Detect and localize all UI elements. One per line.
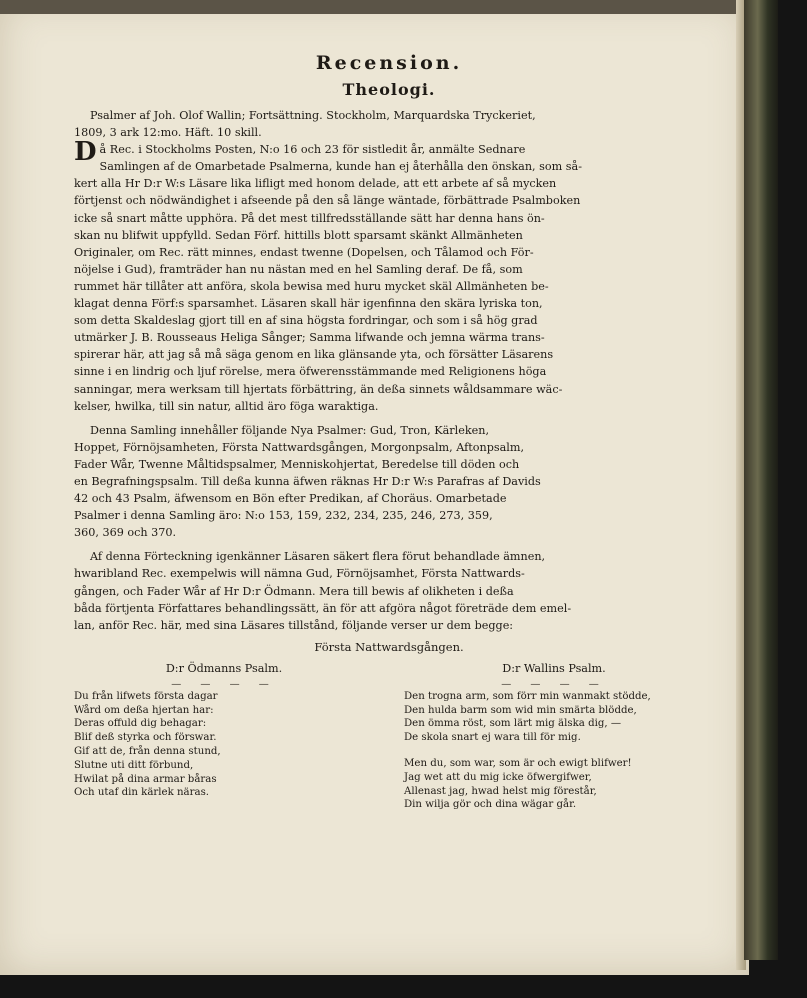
paragraph-comparison <box>74 548 704 633</box>
left-psalm-column <box>74 662 374 812</box>
verse-line: Gif att de, från denna stund, <box>74 746 221 757</box>
paragraph-line: 360, 369 och 370. <box>74 526 177 540</box>
poem-title: Första Nattwardsgången. <box>314 639 464 654</box>
paragraph-review <box>74 137 704 415</box>
section-heading: Theologi. <box>342 80 436 99</box>
verse-line: Den ömma röst, som lärt mig älska dig, — <box>404 718 622 730</box>
verse-line: Den trogna arm, som förr min wanmakt stödde, <box>404 690 651 702</box>
paragraph-line: sanningar, mera werksam till hjertats förbättring, än deßa sinnets wåldsammare wäc- <box>74 382 563 396</box>
paragraph-line: Hoppet, Förnöjsamheten, Första Nattwardsgången, Morgonpsalm, Aftonpsalm, <box>74 440 525 454</box>
intro-line: Psalmer af Joh. Olof Wallin; Fortsättning. Stockholm, Marquardska Tryckeriet, <box>90 109 536 122</box>
paragraph-line: båda förtjenta Författares behandlingssätt, än för att afgöra något företräde dem emel- <box>74 601 572 615</box>
paragraph-line: kert alla Hr D:r W:s Läsare lika lifligt med honom delade, att ett arbete af så mycken <box>74 177 557 191</box>
verse-line: Du från lifwets första dagar <box>74 690 218 702</box>
paragraph-line: en Begrafningspsalm. Till deßa kunna äfwen räknas Hr D:r W:s Parafras af Davids <box>74 474 541 488</box>
book-cover-edge <box>744 0 778 960</box>
verse-line: Och utaf din kärlek näras. <box>74 787 210 799</box>
verse-line: Blif deß styrka och förswar. <box>74 732 217 744</box>
intro-citation <box>74 107 704 141</box>
paragraph-line: sinne i en lindrig och ljuf rörelse, mera öfwerensstämmande med Religionens höga <box>74 365 547 379</box>
paragraph-line: rummet här tillåter att anföra, skola bewisa med huru mycket skäl Allmänheten be- <box>74 279 549 293</box>
intro-line: 1809, 3 ark 12:mo. Häft. 10 skill. <box>74 126 262 140</box>
left-column-heading: D:r Ödmanns Psalm. <box>165 661 283 675</box>
paragraph-line: lan, anför Rec. här, med sina Läsares tillstånd, följande verser ur dem begge: <box>74 618 514 632</box>
page-text-block <box>74 46 704 812</box>
paragraph-line: klagat denna Förf:s sparsamhet. Läsaren skall här igenfinna den skära lyriska ton, <box>74 297 543 311</box>
verse-line: Men du, som war, som är och ewigt blifwer! <box>404 758 632 769</box>
paragraph-line: Denna Samling innehåller följande Nya Psalmer: Gud, Tron, Kärleken, <box>90 423 490 437</box>
paragraph-line: utmärker J. B. Rousseaus Heliga Sånger; Samma lifwande och jemna wärma trans- <box>74 331 545 345</box>
verse-line: Den hulda barm som wid min smärta blödde, <box>404 704 637 716</box>
paragraph-line: 42 och 43 Psalm, äfwensom en Bön efter Predikan, af Choräus. Omarbetade <box>74 492 507 506</box>
verse-line: Slutne uti ditt förbund, <box>74 759 194 771</box>
separator: — — — — <box>171 678 277 690</box>
right-column-heading: D:r Wallins Psalm. <box>502 661 606 675</box>
verse-line: Allenast jag, hwad helst mig förestår, <box>404 785 597 797</box>
psalm-comparison-columns <box>74 662 704 812</box>
paragraph-line: som detta Skaldeslag gjort till en af sina högsta fordringar, och som i så hög grad <box>74 314 538 328</box>
verse-line: Hwilat på dina armar båras <box>74 773 217 785</box>
page-title: Recension. <box>315 52 463 74</box>
verse-line: Jag wet att du mig icke öfwergifwer, <box>404 771 592 783</box>
paragraph-line: icke så snart måtte upphöra. På det mest tillfredsställande sätt har denna hans ön- <box>74 211 545 225</box>
paragraph-line: nöjelse i Gud), framträder han nu nästan med en hel Samling deraf. De få, som <box>74 262 523 276</box>
paragraph-line: kelser, hwilka, till sin natur, alltid äro föga waraktiga. <box>74 399 379 413</box>
paragraph-line: spirerar här, att jag så må säga genom en lika glänsande yta, och försätter Läsarens <box>74 348 554 362</box>
paragraph-line: å Rec. i Stockholms Posten, N:o 16 och 23 för sistledit år, anmälte Sednare <box>99 143 526 157</box>
page-top-shadow <box>0 0 740 14</box>
paragraph-line: gången, och Fader Wår af Hr D:r Ödmann. Mera till bewis af olikheten i deßa <box>74 584 514 598</box>
drop-capital: D <box>74 137 97 168</box>
right-psalm-column <box>404 662 704 812</box>
verse-line: Din wilja gör och dina wägar går. <box>404 799 577 811</box>
paragraph-line: Samlingen af de Omarbetade Psalmerna, kunde han ej återhålla den önskan, som så- <box>99 160 582 174</box>
paragraph-contents <box>74 422 704 542</box>
verse-line: Deras offuld dig behagar: <box>74 718 207 730</box>
paragraph-line: Originaler, om Rec. rätt minnes, endast twenne (Dopelsen, och Tålamod och För- <box>74 245 534 259</box>
paragraph-line: Fader Wår, Twenne Måltidspsalmer, Menniskohjertat, Beredelse till döden och <box>74 457 520 471</box>
paragraph-line: förtjenst och nödwändighet i afseende på den så länge wäntade, förbättrade Psalmboken <box>74 194 581 208</box>
separator: — — — — <box>501 678 607 690</box>
paragraph-line: hwaribland Rec. exempelwis will nämna Gud, Förnöjsamhet, Första Nattwards- <box>74 567 525 581</box>
verse-line: De skola snart ej wara till för mig. <box>404 732 581 744</box>
paragraph-line: skan nu blifwit uppfylld. Sedan Förf. hittills blott sparsamt skänkt Allmänheten <box>74 228 523 242</box>
verse-line: Wård om deßa hjertan har: <box>74 704 214 716</box>
paragraph-line: Af denna Förteckning igenkänner Läsaren säkert flera förut behandlade ämnen, <box>90 550 546 564</box>
paragraph-line: Psalmer i denna Samling äro: N:o 153, 159, 232, 234, 235, 246, 273, 359, <box>74 509 493 523</box>
